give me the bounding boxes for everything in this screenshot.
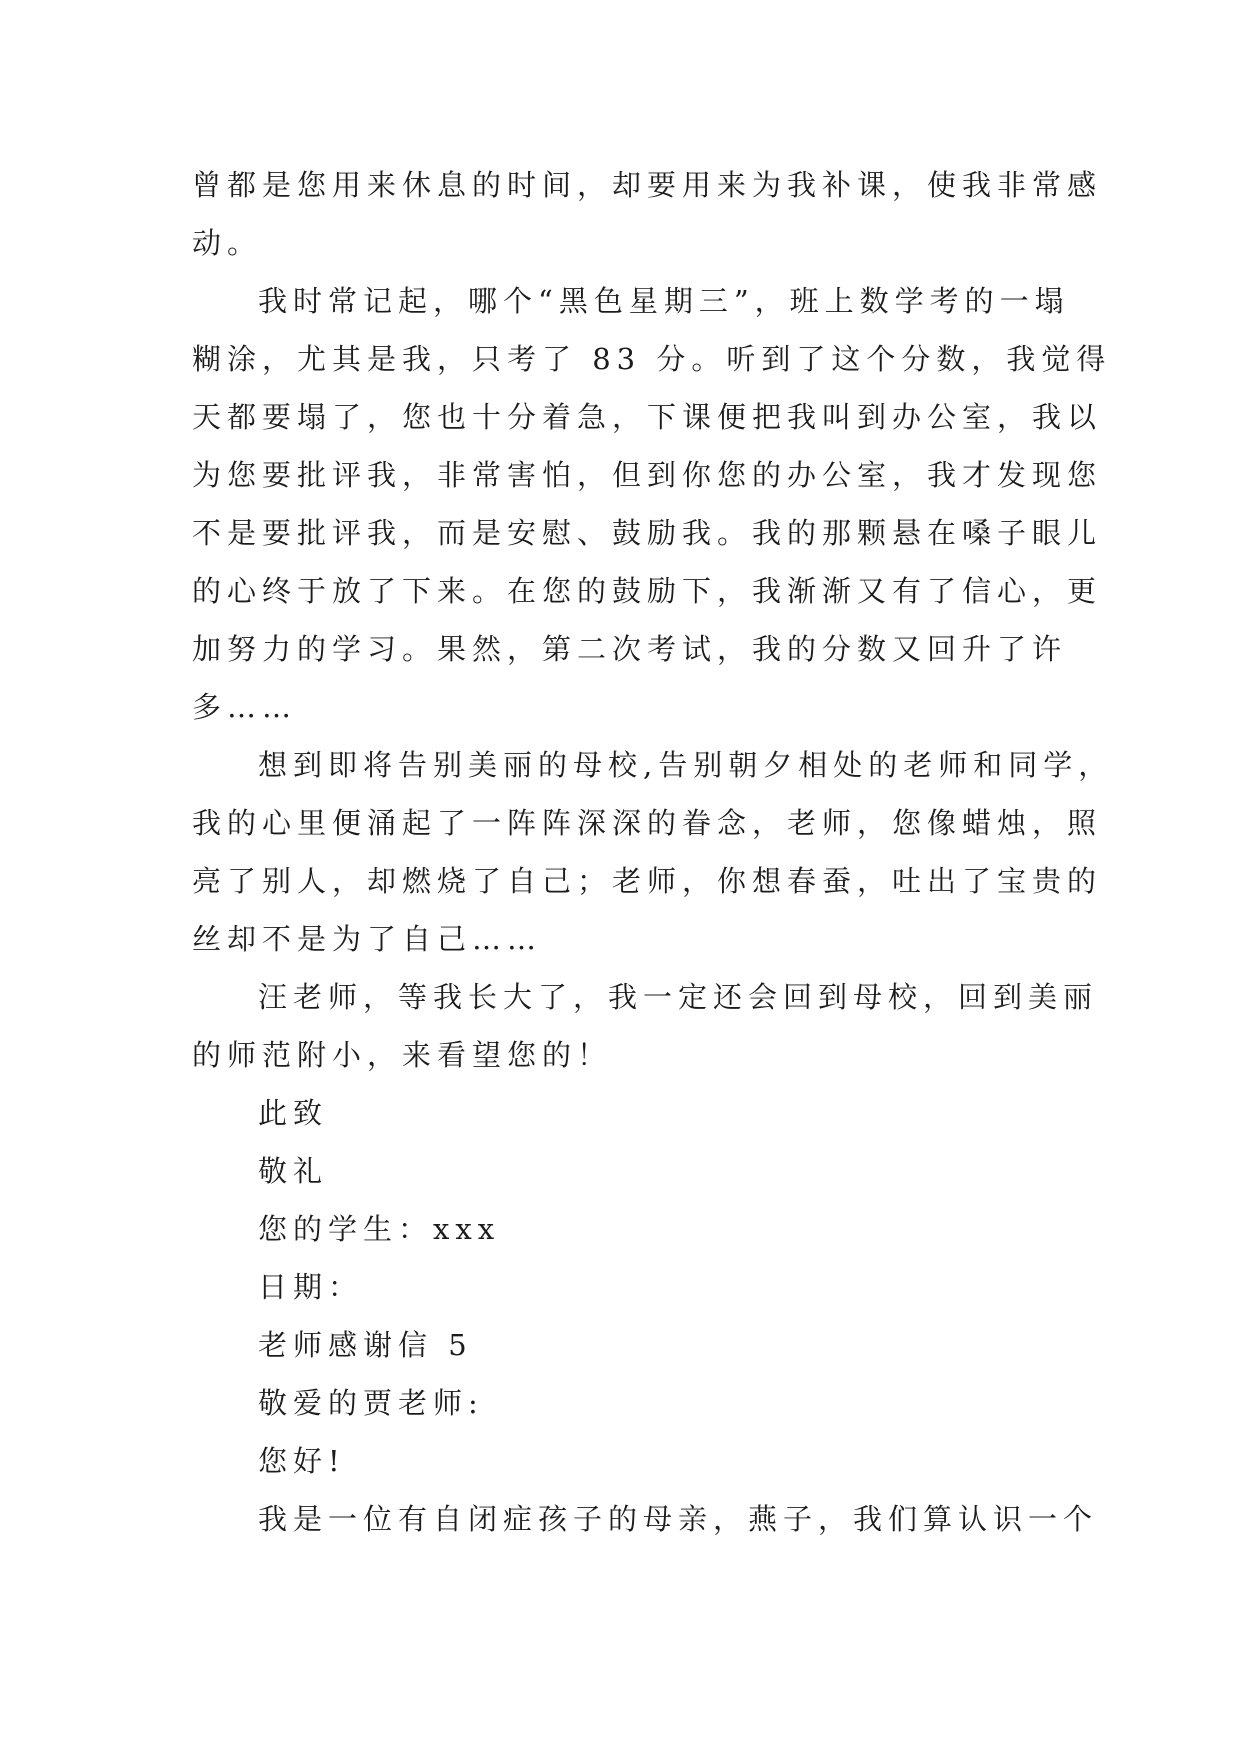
letter-body: [192, 156, 1114, 1548]
text-line: 天都要塌了，您也十分着急，下课便把我叫到办公室，我以: [192, 400, 1103, 434]
text-line: 亮了别人，却燃烧了自己；老师，你想春蚕，吐出了宝贵的: [192, 864, 1103, 898]
date-line: 日期：: [258, 1270, 364, 1304]
text-line: 为您要批评我，非常害怕，但到你您的办公室，我才发现您: [192, 458, 1103, 492]
text-line: 汪老师，等我长大了，我一定还会回到母校，回到美丽: [258, 980, 1099, 1014]
closing-salutation: 此致: [258, 1096, 329, 1130]
text-line: 糊涂，尤其是我，只考了 83 分。听到了这个分数，我觉得: [192, 342, 1112, 376]
text-line: 加努力的学习。果然，第二次考试，我的分数又回升了许: [192, 632, 1068, 666]
text-line: 的师范附小，来看望您的！: [192, 1038, 613, 1072]
text-line: 动。: [192, 226, 263, 260]
letter-title: 老师感谢信 5: [258, 1328, 473, 1362]
greeting-line: 您好!: [258, 1444, 346, 1478]
text-line: 想到即将告别美丽的母校,告别朝夕相处的老师和同学，: [258, 748, 1114, 782]
signature-line: 您的学生：xxx: [258, 1212, 501, 1246]
greeting-addressee: 敬爱的贾老师:: [258, 1386, 484, 1420]
text-line: 多……: [192, 690, 298, 724]
text-line: 不是要批评我，而是安慰、鼓励我。我的那颗悬在嗓子眼儿: [192, 516, 1103, 550]
text-line: 的心终于放了下来。在您的鼓励下，我渐渐又有了信心，更: [192, 574, 1103, 608]
text-line: 我是一位有自闭症孩子的母亲，燕子，我们算认识一个: [258, 1502, 1099, 1536]
closing-regards: 敬礼: [258, 1154, 329, 1188]
text-line: 曾都是您用来休息的时间，却要用来为我补课，使我非常感: [192, 168, 1103, 202]
text-line: 丝却不是为了自己……: [192, 922, 543, 956]
text-line: 我的心里便涌起了一阵阵深深的眷念，老师，您像蜡烛，照: [192, 806, 1103, 840]
text-line: 我时常记起，哪个“黑色星期三”，班上数学考的一塌: [258, 284, 1070, 318]
